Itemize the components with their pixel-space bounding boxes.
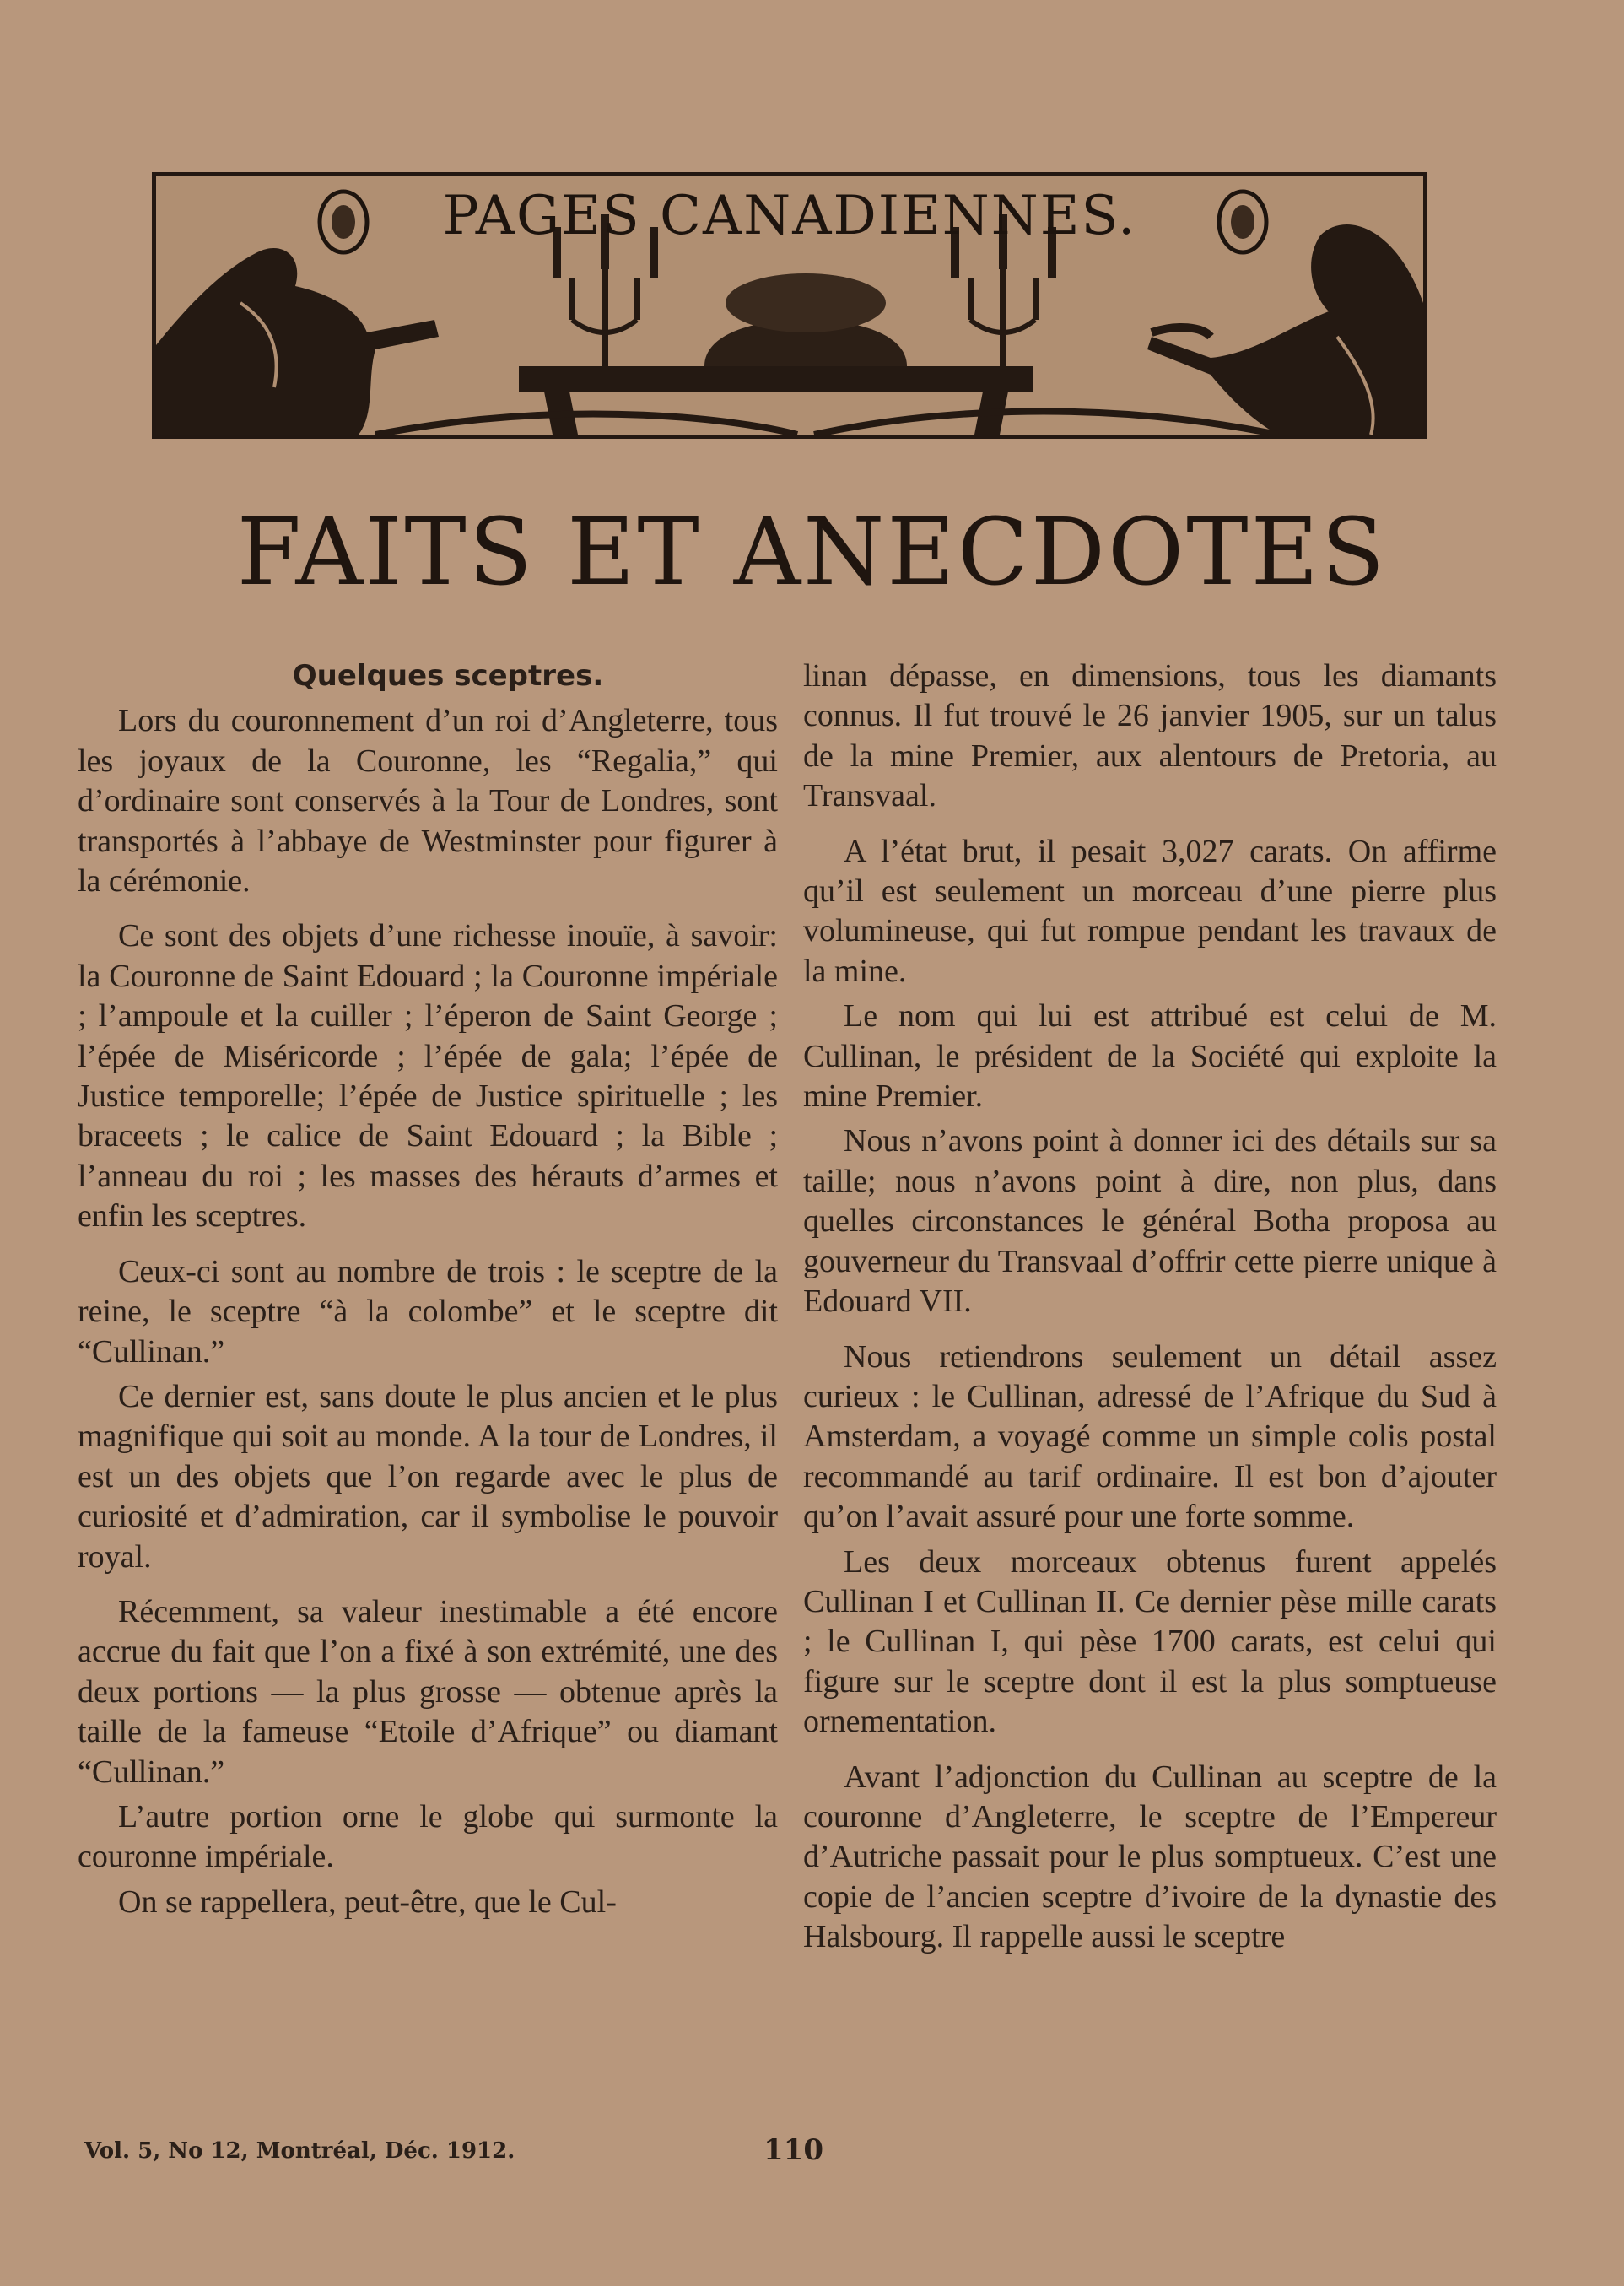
paragraph: A l’état brut, il pesait 3,027 carats. On affirme qu’il est seulement un morceau d’une pierre plus volumineuse, qui fut rompue pendant les travaux de la mine. — [803, 833, 1497, 989]
left-figure — [156, 248, 439, 435]
paragraph: Avant l’adjonction du Cullinan au sceptre de la couronne d’Angleterre, le sceptre de l’Empereur d’Autriche passait pour le plus somptueux. C’est une copie de l’ancien sceptre d’ivoire de la dynastie des Halsbourg. Il rappelle aussi le sceptre — [803, 1759, 1497, 1955]
section-subhead: Quelques sceptres. — [292, 659, 604, 693]
paragraph: linan dépasse, en dimensions, tous les diamants connus. Il fut trouvé le 26 janvier 1905, sur un talus de la mine Premier, aux alentours de Pretoria, au Transvaal. — [803, 658, 1497, 814]
paragraph: L’autre portion orne le globe qui surmonte la couronne impériale. — [78, 1798, 778, 1875]
paragraph: Ceux-ci sont au nombre de trois : le sceptre de la reine, le sceptre “à la colombe” et le sceptre dit “Cullinan.” — [78, 1253, 778, 1370]
header-banner — [152, 172, 1427, 439]
left-column — [78, 657, 778, 1922]
table — [519, 366, 1033, 392]
paragraph: Ce dernier est, sans doute le plus ancien et le plus magnifique qui soit au monde. A la tour de Londres, il est un des objets que l’on regarde avec le plus de curiosité et d’admiration, car il symbolise le pouvoir royal. — [78, 1378, 778, 1575]
issue-info: Vol. 5, No 12, Montréal, Déc. 1912. — [84, 2138, 515, 2164]
right-column — [803, 657, 1497, 1958]
paragraph: On se rappellera, peut-être, que le Cul- — [118, 1883, 617, 1920]
paragraph: Les deux morceaux obtenus furent appelés Cullinan I et Cullinan II. Ce dernier pèse mille carats ; le Cullinan I, qui pèse 1700 carats, est celui qui figure sur le sceptre dont il est la plus somptueuse ornementation. — [803, 1543, 1497, 1740]
paragraph: Nous retiendrons seulement un détail assez curieux : le Cullinan, adressé de l’Afrique du Sud à Amsterdam, a voyagé comme un simple colis postal recommandé au tarif ordinaire. Il est bon d’ajouter qu’on l’avait assuré pour une forte somme. — [803, 1338, 1497, 1535]
article-title: FAITS ET ANECDOTES — [236, 498, 1388, 606]
paragraph: Lors du couronnement d’un roi d’Angleterre, tous les joyaux de la Couronne, les “Regalia,” qui d’ordinaire sont conservés à la Tour de Londres, sont transportés à l’abbaye de Westminster pour figurer à la cérémonie. — [78, 703, 778, 900]
page-number: 110 — [763, 2133, 823, 2167]
paragraph: Nous n’avons point à donner ici des détails sur sa taille; nous n’avons point à dire, non plus, dans quelles circonstances le général Botha proposa au gouverneur du Transvaal d’offrir cette pierre unique à Edouard VII. — [803, 1123, 1497, 1320]
paragraph: Le nom qui lui est attribué est celui de M. Cullinan, le président de la Société qui exploite la mine Premier. — [803, 998, 1497, 1115]
paragraph: Ce sont des objets d’une richesse inouïe, à savoir: la Couronne de Saint Edouard ; la Couronne impériale ; l’ampoule et la cuiller ; l’éperon de Saint George ; l’épée de Miséricorde ; l’épée de gala; l’épée de Justice temporelle; l’épée de Justice spirituelle ; les braceets ; le calice de Saint Edouard ; la Bible ; l’anneau du roi ; les masses des hérauts d’armes et enfin les sceptres. — [78, 918, 778, 1235]
banner-title: PAGES CANADIENNES. — [442, 185, 1137, 247]
paragraph: Récemment, sa valeur inestimable a été encore accrue du fait que l’on a fixé à son extrémité, une des deux portions — la plus grosse — obtenue après la taille de la fameuse “Etoile d’Afrique” ou diamant “Cullinan.” — [78, 1593, 778, 1790]
